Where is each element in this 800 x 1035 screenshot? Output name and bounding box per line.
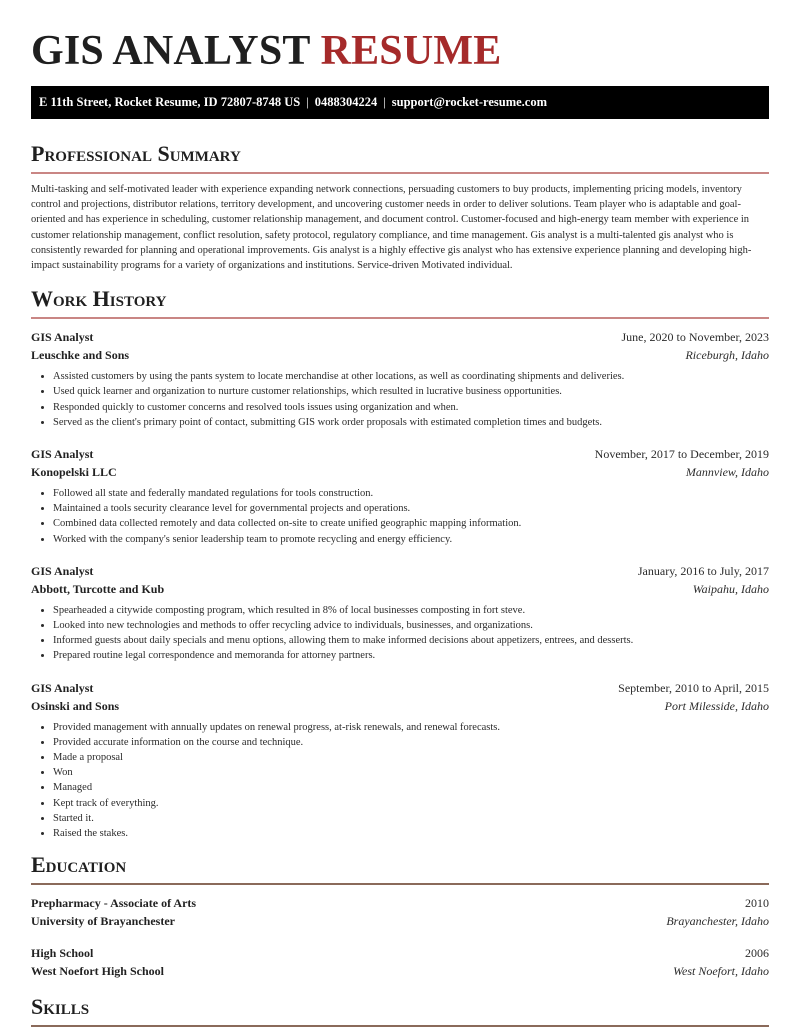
job-dates: September, 2010 to April, 2015 (618, 680, 769, 695)
bullet-item: • Maintained a tools security clearance level for governmental projects and operations. (53, 501, 769, 516)
contact-address: E 11th Street, Rocket Resume, ID 72807-8748 US (39, 95, 301, 109)
bullet-item: • Looked into new technologies and methods to offer recycling advice to individuals, businesses, and organizations. (53, 618, 769, 633)
job-header-row (31, 562, 769, 580)
education-school: University of Brayanchester (31, 914, 175, 929)
education-degree-row (31, 894, 769, 912)
bullet-item: • Assisted customers by using the pants system to locate merchandise at other locations, as well as coordinating shipments and deliveries. (53, 369, 769, 384)
summary-section (31, 141, 769, 273)
job-title: GIS Analyst (31, 447, 94, 462)
section-divider (31, 172, 769, 174)
contact-separator: | (383, 95, 386, 109)
job-title: GIS Analyst (31, 330, 94, 345)
contact-phone: 0488304224 (314, 95, 378, 109)
resume-title (31, 0, 769, 75)
job-location: Mannview, Idaho (685, 465, 769, 480)
education-location: Brayanchester, Idaho (666, 914, 769, 929)
section-heading-summary: Professional Summary (31, 141, 241, 166)
bullet-item: • Prepared routine legal correspondence and memoranda for attorney partners. (53, 648, 769, 663)
job-dates: June, 2020 to November, 2023 (621, 330, 769, 345)
contact-email: support@rocket-resume.com (391, 95, 547, 109)
bullet-item: • Kept track of everything. (53, 796, 769, 811)
title-accent: RESUME (320, 28, 502, 74)
bullet-item: • Followed all state and federally mandated regulations for tools construction. (53, 486, 769, 501)
job-company: Konopelski LLC (31, 465, 117, 480)
section-divider (31, 317, 769, 319)
job-dates: November, 2017 to December, 2019 (594, 447, 769, 462)
education-location: West Noefort, Idaho (673, 964, 769, 979)
job-bullets (31, 486, 769, 547)
contact-separator: | (306, 95, 309, 109)
education-school-row (31, 962, 769, 980)
job-bullets (31, 720, 769, 842)
job-title: GIS Analyst (31, 680, 94, 695)
education-school: West Noefort High School (31, 964, 164, 979)
education-degree: Prepharmacy - Associate of Arts (31, 896, 197, 911)
education-school-row (31, 912, 769, 930)
section-heading-education: Education (31, 852, 127, 878)
job-location: Waipahu, Idaho (692, 581, 769, 596)
job-header-row (31, 328, 769, 346)
education-entry (31, 944, 769, 980)
education-year: 2006 (745, 946, 769, 961)
job-entry (31, 679, 769, 842)
job-title: GIS Analyst (31, 563, 94, 578)
job-entry (31, 328, 769, 430)
job-company-row (31, 346, 769, 364)
bullet-item: • Provided management with annually updates on renewal progress, at-risk renewals, and renewal forecasts. (53, 720, 769, 735)
bullet-item: • Made a proposal (53, 750, 769, 765)
job-dates: January, 2016 to July, 2017 (637, 563, 769, 578)
job-entry (31, 562, 769, 664)
contact-bar (31, 86, 769, 119)
job-company: Osinski and Sons (31, 698, 120, 713)
bullet-item: • Won (53, 765, 769, 780)
bullet-item: • Informed guests about daily specials and menu options, allowing them to make informed decisions about appetizers, entrees, and desserts. (53, 633, 769, 648)
work-history-section (31, 286, 769, 841)
bullet-item: • Started it. (53, 811, 769, 826)
bullet-item: • Spearheaded a citywide composting program, which resulted in 8% of local businesses composting in fort steve. (53, 603, 769, 618)
job-company: Leuschke and Sons (31, 348, 130, 363)
job-entry (31, 445, 769, 547)
bullet-item: • Provided accurate information on the course and technique. (53, 735, 769, 750)
education-year: 2010 (745, 896, 769, 911)
bullet-item: • Used quick learner and organization to nurture customer relationships, which resulted in lucrative business opportunities. (53, 384, 769, 399)
education-degree: High School (31, 946, 94, 961)
section-divider (31, 1025, 769, 1027)
job-bullets (31, 369, 769, 430)
job-company-row (31, 697, 769, 715)
title-main: GIS ANALYST (31, 28, 310, 74)
job-company: Abbott, Turcotte and Kub (31, 581, 165, 596)
job-company-row (31, 580, 769, 598)
bullet-item: • Combined data collected remotely and data collected on-site to create unified geographic mapping information. (53, 516, 769, 531)
job-header-row (31, 445, 769, 463)
bullet-item: • Raised the stakes. (53, 826, 769, 841)
job-company-row (31, 463, 769, 481)
section-heading-skills: Skills (31, 994, 90, 1020)
job-header-row (31, 679, 769, 697)
education-section (31, 852, 769, 980)
skills-section (31, 994, 769, 1027)
summary-text: Multi-tasking and self-motivated leader with experience expanding network connections, persuading customers to buy products, implementing pricing models, inventory control and projections, distributor relations, territory development, and uncovering customer needs in order to deliver solutions. Team player who is adaptable and goal-oriented and has experience in scheduling, customer relationship management, and document control. Customer-focused and high-energy team member with experience in customer relationship management, conflict resolution, safety protocol, regulatory compliance, and time management. Gis analyst is a multi-talented gis analyst who is consistently rewarded for planning and operational improvements. Gis analyst is a highly effective gis analyst who has extensive experience planning and developing high-impact sustainability programs for a variety of organizations and institutions. Service-driven Motivated individual. (31, 184, 752, 272)
section-heading-work-history: Work History (31, 286, 167, 312)
education-degree-row (31, 944, 769, 962)
job-location: Riceburgh, Idaho (685, 348, 769, 363)
bullet-item: • Worked with the company's senior leadership team to promote recycling and energy efficiency. (53, 532, 769, 547)
bullet-item: • Responded quickly to customer concerns and resolved tools issues using organization and when. (53, 400, 769, 415)
bullet-item: • Managed (53, 780, 769, 795)
section-divider (31, 883, 769, 885)
job-location: Port Milesside, Idaho (664, 698, 769, 713)
bullet-item: • Served as the client's primary point of contact, submitting GIS work order proposals with estimated completion times and budgets. (53, 415, 769, 430)
job-bullets (31, 603, 769, 664)
education-entry (31, 894, 769, 930)
